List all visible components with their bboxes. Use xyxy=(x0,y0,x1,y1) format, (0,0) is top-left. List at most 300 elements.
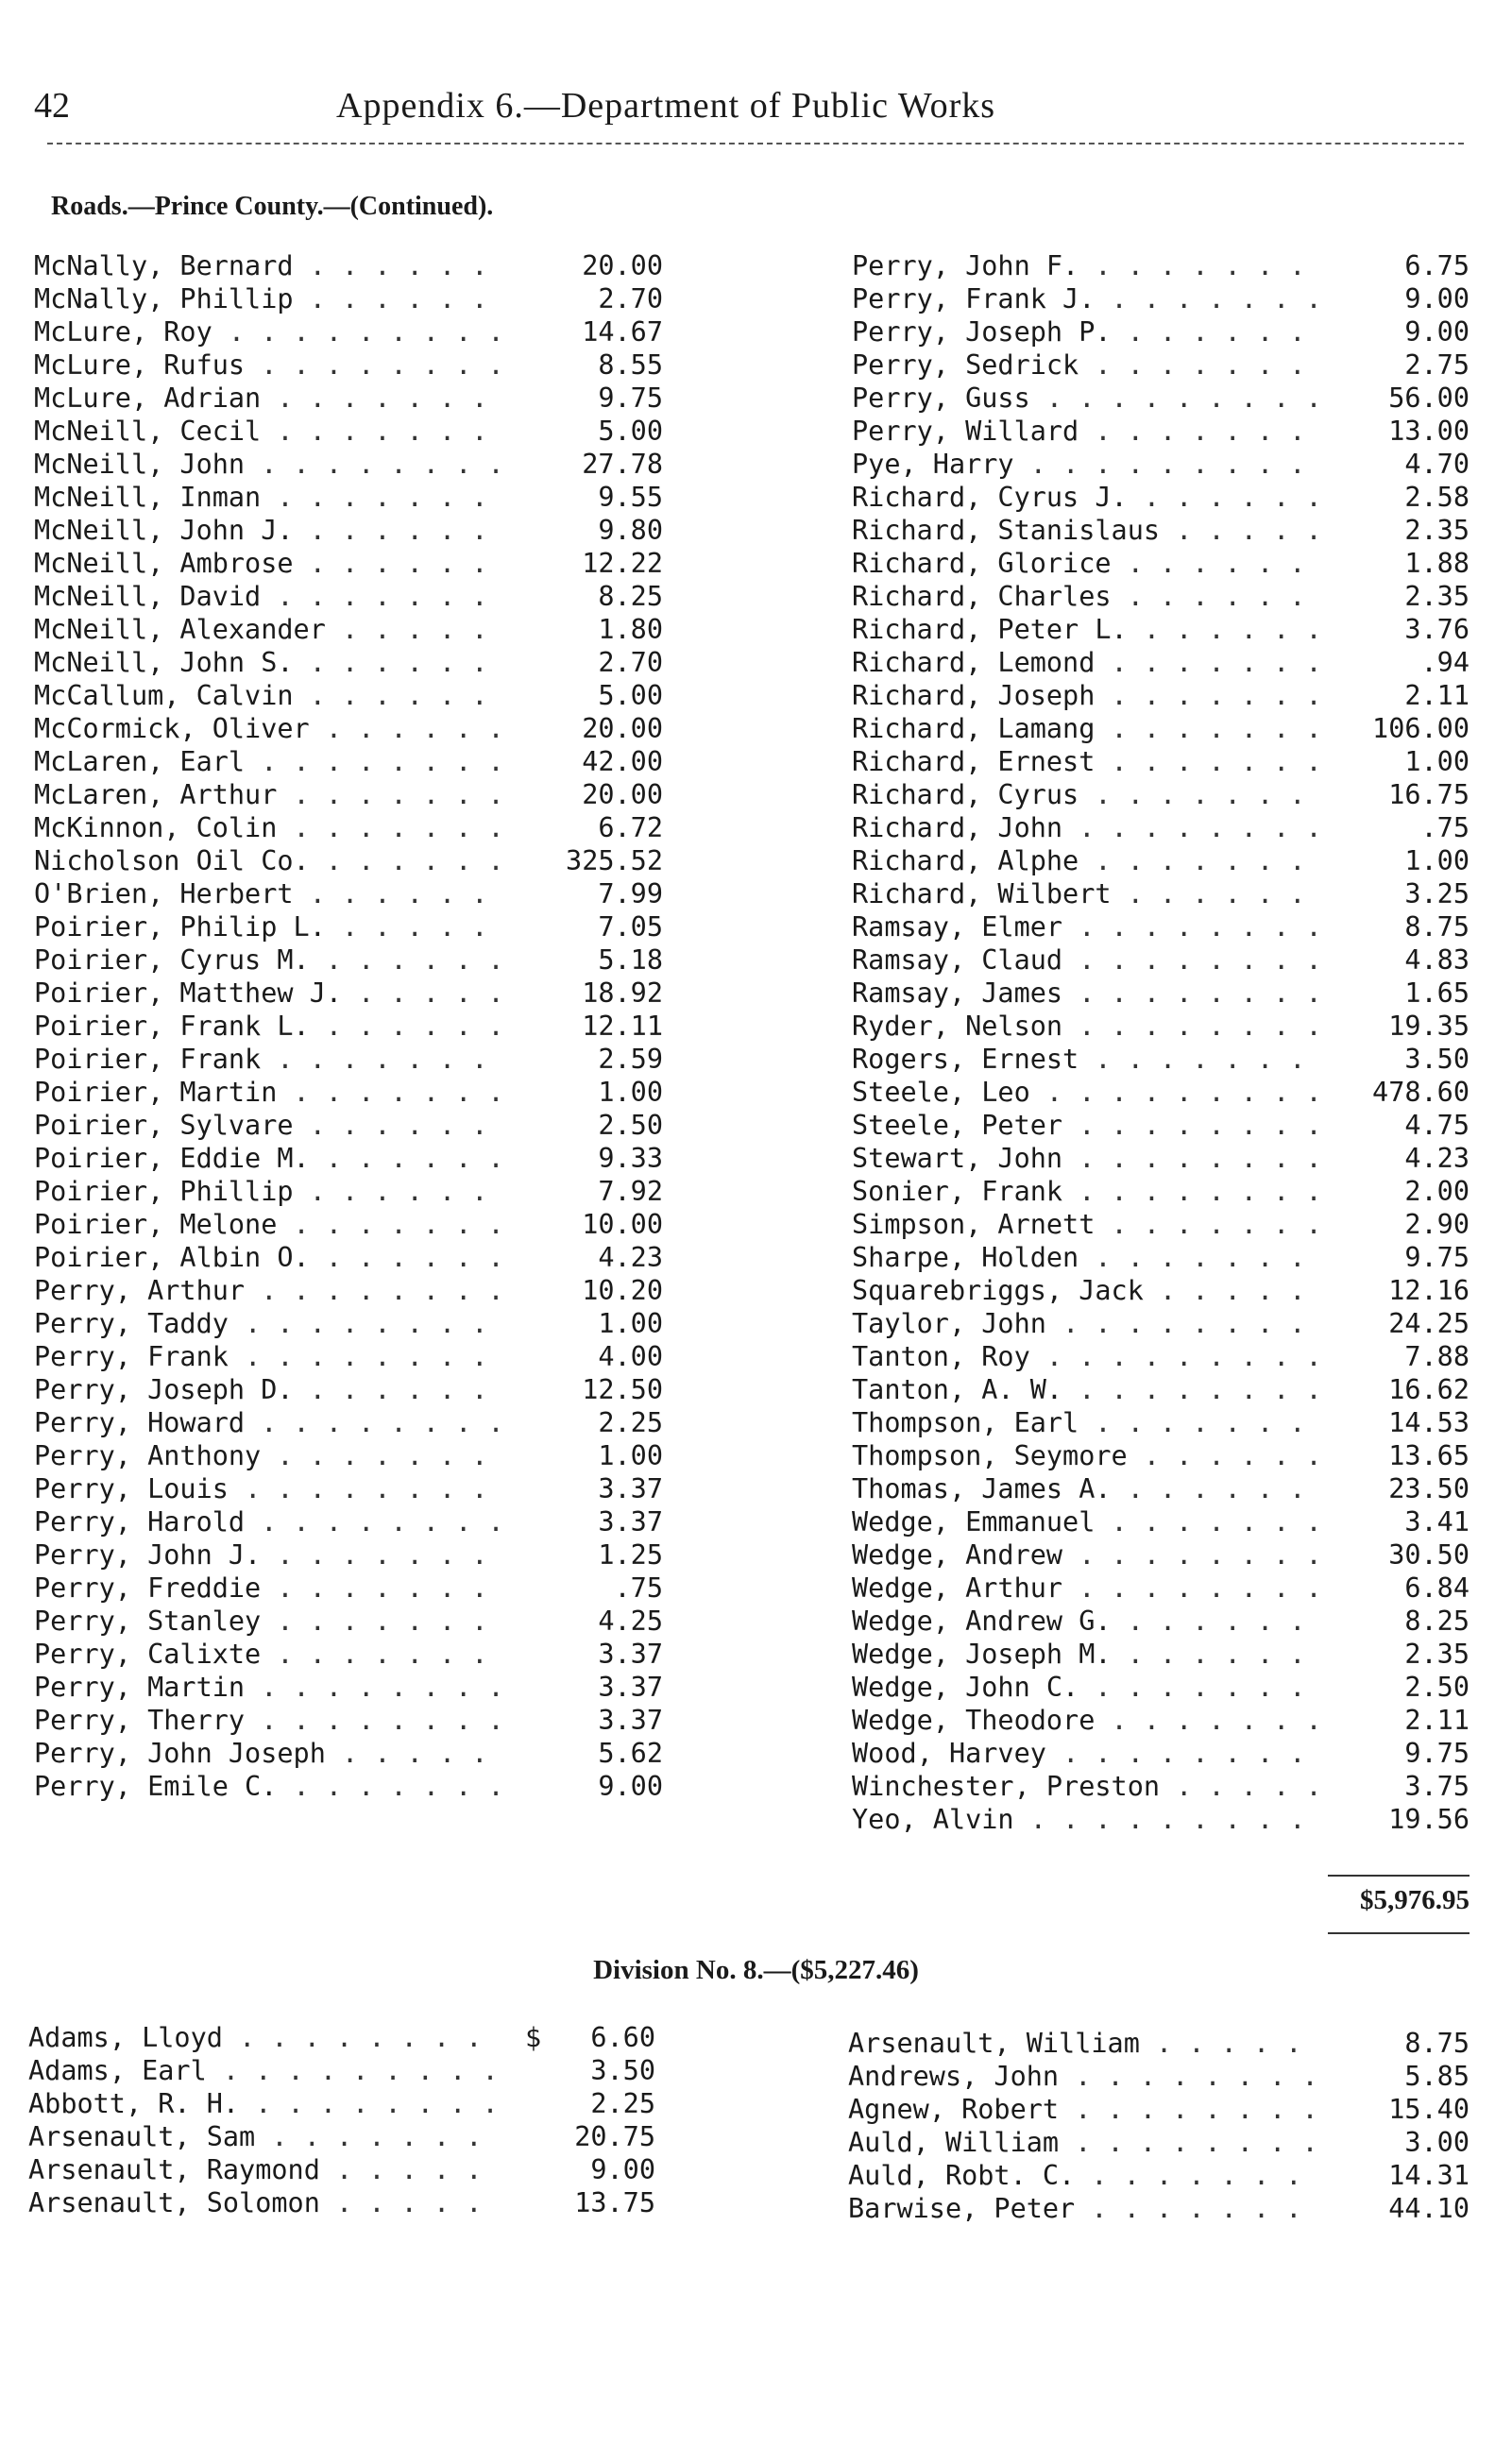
list-item xyxy=(28,2153,655,2186)
entry-name: McNeill, John J. . . . xyxy=(34,514,506,547)
entry-name: Sharpe, Holden . . . xyxy=(852,1241,1324,1274)
entry-amount: 5.85 xyxy=(1404,2061,1470,2092)
entry-name: Simpson, Arnett . . . xyxy=(852,1208,1324,1241)
entry-name: Perry, Harold . . . xyxy=(34,1505,506,1538)
entry-amount: 3.37 xyxy=(598,1473,663,1504)
division-right-column xyxy=(848,2027,1470,2225)
list-item xyxy=(34,745,663,778)
list-item xyxy=(852,547,1470,580)
entry-amount: 5.62 xyxy=(598,1738,663,1769)
list-item xyxy=(34,1638,663,1671)
list-item xyxy=(852,679,1470,712)
entry-amount: 478.60 xyxy=(1372,1077,1470,1108)
right-column xyxy=(852,249,1470,1836)
entry-name: McLure, Adrian . . . xyxy=(34,382,506,415)
entry-amount: 19.56 xyxy=(1388,1804,1470,1835)
entry-name: Perry, John J. . . . xyxy=(34,1538,506,1572)
entry-amount: 2.11 xyxy=(1404,680,1470,711)
entry-name: Richard, John . . . xyxy=(852,811,1324,844)
entry-amount: 3.75 xyxy=(1404,1771,1470,1802)
entry-name: Perry, Sedrick . . . xyxy=(852,348,1324,382)
entry-amount: 2.75 xyxy=(1404,349,1470,381)
list-item xyxy=(34,1572,663,1605)
list-item xyxy=(34,448,663,481)
entry-name: Steele, Leo . . . xyxy=(852,1076,1324,1109)
list-item xyxy=(852,1737,1470,1770)
list-item xyxy=(28,2186,655,2219)
entry-name: Perry, Therry . . . xyxy=(34,1704,506,1737)
list-item xyxy=(34,547,663,580)
entry-name: Wedge, Theodore . . . xyxy=(852,1704,1324,1737)
list-item xyxy=(34,315,663,348)
entry-name: Auld, Robt. C. . . . xyxy=(848,2159,1320,2192)
entry-name: Agnew, Robert . . . xyxy=(848,2093,1320,2126)
entry-name: Yeo, Alvin . . . xyxy=(852,1803,1324,1836)
list-item xyxy=(34,1505,663,1538)
division-left-column xyxy=(28,2021,655,2219)
list-item xyxy=(34,712,663,745)
entry-name: Ramsay, Claud . . . xyxy=(852,943,1324,977)
entry-name: Richard, Lemond . . . xyxy=(852,646,1324,679)
list-item xyxy=(34,646,663,679)
entry-amount: 2.25 xyxy=(590,2088,655,2119)
entry-name: Richard, Lamang . . . xyxy=(852,712,1324,745)
entry-name: Perry, Emile C. . . . xyxy=(34,1770,506,1803)
entry-name: Stewart, John . . . xyxy=(852,1142,1324,1175)
entry-amount: 4.83 xyxy=(1404,944,1470,976)
entry-amount: 2.25 xyxy=(598,1407,663,1438)
entry-amount: 1.00 xyxy=(598,1440,663,1471)
list-item xyxy=(34,282,663,315)
entry-amount: 13.75 xyxy=(574,2187,655,2218)
entry-name: Poirier, Martin . . . xyxy=(34,1076,506,1109)
entry-name: Arsenault, Raymond . . . xyxy=(28,2153,501,2186)
list-item xyxy=(852,1208,1470,1241)
list-item xyxy=(852,1505,1470,1538)
list-item xyxy=(852,249,1470,282)
entry-amount: 9.80 xyxy=(598,515,663,546)
list-item xyxy=(852,580,1470,613)
entry-name: Ramsay, Elmer . . . xyxy=(852,910,1324,943)
entry-amount: 19.35 xyxy=(1388,1011,1470,1042)
entry-amount: 106.00 xyxy=(1372,713,1470,744)
list-item xyxy=(852,778,1470,811)
list-item xyxy=(852,1638,1470,1671)
entry-name: Richard, Stanislaus . . . xyxy=(852,514,1324,547)
entry-amount: 5.00 xyxy=(598,416,663,447)
list-item xyxy=(852,1406,1470,1439)
list-item xyxy=(34,1770,663,1803)
entry-amount: 7.88 xyxy=(1404,1341,1470,1372)
entry-amount: 7.05 xyxy=(598,911,663,943)
entry-amount: 9.00 xyxy=(1404,316,1470,348)
entry-amount: 3.50 xyxy=(590,2055,655,2086)
entry-amount: 9.00 xyxy=(1404,283,1470,314)
list-item xyxy=(34,415,663,448)
entry-name: O'Brien, Herbert . . . xyxy=(34,877,506,910)
list-item xyxy=(848,2093,1470,2126)
entry-name: Sonier, Frank . . . xyxy=(852,1175,1324,1208)
entry-amount: 14.53 xyxy=(1388,1407,1470,1438)
entry-amount: 30.50 xyxy=(1388,1539,1470,1571)
entry-name: McNally, Phillip . . . xyxy=(34,282,506,315)
entry-amount: 20.00 xyxy=(582,779,663,810)
list-item xyxy=(34,1175,663,1208)
entry-name: Perry, Frank J. . . . xyxy=(852,282,1324,315)
section-title: Roads.—Prince County.—(Continued). xyxy=(51,192,494,221)
entry-name: McKinnon, Colin . . . xyxy=(34,811,506,844)
list-item xyxy=(852,282,1470,315)
list-item xyxy=(34,1737,663,1770)
entry-name: Richard, Charles . . . xyxy=(852,580,1324,613)
entry-name: Poirier, Melone . . . xyxy=(34,1208,506,1241)
entry-amount: 325.52 xyxy=(566,845,663,876)
entry-name: Squarebriggs, Jack . . . xyxy=(852,1274,1324,1307)
entry-amount: 14.67 xyxy=(582,316,663,348)
entry-amount: 1.00 xyxy=(1404,845,1470,876)
page-number: 42 xyxy=(34,86,70,126)
entry-amount: 27.78 xyxy=(582,449,663,480)
list-item xyxy=(852,1538,1470,1572)
entry-name: Tanton, Roy . . . xyxy=(852,1340,1324,1373)
list-item xyxy=(852,1770,1470,1803)
entry-amount: 16.75 xyxy=(1388,779,1470,810)
list-item xyxy=(852,811,1470,844)
entry-name: Perry, Stanley . . . xyxy=(34,1605,506,1638)
entry-name: McLure, Roy . . . xyxy=(34,315,506,348)
left-column xyxy=(34,249,663,1803)
entry-name: Richard, Alphe . . . xyxy=(852,844,1324,877)
entry-amount: 2.70 xyxy=(598,283,663,314)
list-item xyxy=(852,613,1470,646)
entry-name: Richard, Ernest . . . xyxy=(852,745,1324,778)
list-item xyxy=(34,1605,663,1638)
entry-amount: 3.00 xyxy=(1404,2127,1470,2158)
list-item xyxy=(852,382,1470,415)
entry-name: McLaren, Arthur . . . xyxy=(34,778,506,811)
entry-amount: 44.10 xyxy=(1388,2193,1470,2224)
entry-amount: 4.23 xyxy=(598,1242,663,1273)
entry-amount: 18.92 xyxy=(582,977,663,1009)
entry-amount: 1.88 xyxy=(1404,548,1470,579)
header-rule xyxy=(47,143,1464,144)
entry-amount: 2.50 xyxy=(598,1110,663,1141)
list-item xyxy=(34,1671,663,1704)
entry-name: Adams, Lloyd . . . xyxy=(28,2021,501,2054)
entry-name: Perry, Arthur . . . xyxy=(34,1274,506,1307)
entry-amount: 12.50 xyxy=(582,1374,663,1405)
list-item xyxy=(852,712,1470,745)
list-item xyxy=(34,1406,663,1439)
entry-name: Adams, Earl . . . xyxy=(28,2054,501,2087)
entry-amount: 9.75 xyxy=(598,382,663,414)
list-item xyxy=(34,943,663,977)
entry-name: Tanton, A. W. . . . xyxy=(852,1373,1324,1406)
list-item xyxy=(848,2027,1470,2060)
list-item xyxy=(34,1076,663,1109)
entry-amount: 8.25 xyxy=(598,581,663,612)
list-item xyxy=(852,745,1470,778)
list-item xyxy=(852,977,1470,1010)
list-item xyxy=(34,1439,663,1472)
entry-amount: 10.20 xyxy=(582,1275,663,1306)
entry-name: Arsenault, William . . . xyxy=(848,2027,1320,2060)
entry-name: McNeill, John . . . xyxy=(34,448,506,481)
list-item xyxy=(852,1472,1470,1505)
total-rule-bottom xyxy=(1328,1932,1470,1934)
entry-name: Perry, Frank . . . xyxy=(34,1340,506,1373)
list-item xyxy=(34,382,663,415)
entry-amount: 1.80 xyxy=(598,614,663,645)
entry-name: Ramsay, James . . . xyxy=(852,977,1324,1010)
entry-name: McNeill, David . . . xyxy=(34,580,506,613)
page-header xyxy=(34,81,1470,138)
list-item xyxy=(34,977,663,1010)
list-item xyxy=(34,1307,663,1340)
entry-name: McNeill, Inman . . . xyxy=(34,481,506,514)
entry-amount: 2.58 xyxy=(1404,482,1470,513)
entry-name: McLaren, Earl . . . xyxy=(34,745,506,778)
entry-amount: 9.00 xyxy=(598,1771,663,1802)
entry-name: McNeill, Ambrose . . . xyxy=(34,547,506,580)
entry-name: McNeill, Cecil . . . xyxy=(34,415,506,448)
list-item xyxy=(852,1373,1470,1406)
list-item xyxy=(34,613,663,646)
entry-name: Pye, Harry . . . xyxy=(852,448,1324,481)
entry-amount: .75 xyxy=(614,1572,663,1604)
entry-amount: 2.59 xyxy=(598,1044,663,1075)
entry-name: Thomas, James A. . . . xyxy=(852,1472,1324,1505)
entry-amount: 7.99 xyxy=(598,878,663,909)
list-item xyxy=(34,778,663,811)
entry-name: Nicholson Oil Co. . . . xyxy=(34,844,506,877)
entry-name: McLure, Rufus . . . xyxy=(34,348,506,382)
dollar-sign: $ xyxy=(525,2022,542,2053)
entry-name: Perry, Martin . . . xyxy=(34,1671,506,1704)
entry-amount: 13.65 xyxy=(1388,1440,1470,1471)
entry-amount: 2.90 xyxy=(1404,1209,1470,1240)
entry-name: Arsenault, Solomon . . . xyxy=(28,2186,501,2219)
entry-amount: 3.37 xyxy=(598,1672,663,1703)
entry-name: Perry, John Joseph . . . xyxy=(34,1737,506,1770)
list-item xyxy=(34,249,663,282)
entry-amount: 9.75 xyxy=(1404,1242,1470,1273)
entry-amount: 24.25 xyxy=(1388,1308,1470,1339)
list-item xyxy=(34,1043,663,1076)
entry-name: Richard, Cyrus . . . xyxy=(852,778,1324,811)
entry-name: Wedge, Emmanuel . . . xyxy=(852,1505,1324,1538)
entry-name: Wedge, John C. . . . xyxy=(852,1671,1324,1704)
entry-name: Perry, Freddie . . . xyxy=(34,1572,506,1605)
list-item xyxy=(852,1010,1470,1043)
entry-amount: 2.50 xyxy=(1404,1672,1470,1703)
entry-name: Perry, Taddy . . . xyxy=(34,1307,506,1340)
entry-amount: 1.00 xyxy=(1404,746,1470,777)
entry-amount: 6.72 xyxy=(598,812,663,843)
entry-amount: 12.22 xyxy=(582,548,663,579)
entry-amount: 2.35 xyxy=(1404,1639,1470,1670)
list-item xyxy=(28,2120,655,2153)
list-item xyxy=(852,1241,1470,1274)
list-item xyxy=(34,679,663,712)
list-item xyxy=(34,811,663,844)
entry-amount: 3.41 xyxy=(1404,1506,1470,1538)
entry-name: Perry, Anthony . . . xyxy=(34,1439,506,1472)
list-item xyxy=(848,2192,1470,2225)
list-item xyxy=(852,1307,1470,1340)
entry-name: Arsenault, Sam . . . xyxy=(28,2120,501,2153)
entry-name: Abbott, R. H. . . . xyxy=(28,2087,501,2120)
entry-name: Perry, John F. . . . xyxy=(852,249,1324,282)
list-item xyxy=(28,2087,655,2120)
entry-amount: 2.35 xyxy=(1404,515,1470,546)
entry-name: Poirier, Phillip . . . xyxy=(34,1175,506,1208)
entry-amount: 10.00 xyxy=(582,1209,663,1240)
list-item xyxy=(34,1208,663,1241)
entry-name: McNeill, Alexander . . . xyxy=(34,613,506,646)
entry-name: Barwise, Peter . . . xyxy=(848,2192,1320,2225)
entry-amount: 2.00 xyxy=(1404,1176,1470,1207)
entry-name: Perry, Howard . . . xyxy=(34,1406,506,1439)
column-total: $5,976.95 xyxy=(1360,1885,1470,1915)
entry-name: Thompson, Seymore . . . xyxy=(852,1439,1324,1472)
list-item xyxy=(852,1671,1470,1704)
entry-amount: 7.92 xyxy=(598,1176,663,1207)
list-item xyxy=(34,1373,663,1406)
entry-amount: 9.33 xyxy=(598,1143,663,1174)
entry-amount: 1.00 xyxy=(598,1308,663,1339)
entry-amount: 1.65 xyxy=(1404,977,1470,1009)
list-item xyxy=(852,1803,1470,1836)
list-item xyxy=(852,1340,1470,1373)
list-item xyxy=(34,1704,663,1737)
entry-amount: 15.40 xyxy=(1388,2094,1470,2125)
list-item xyxy=(852,1274,1470,1307)
entry-amount: 8.75 xyxy=(1404,911,1470,943)
entry-amount: 16.62 xyxy=(1388,1374,1470,1405)
entry-amount: 42.00 xyxy=(582,746,663,777)
list-item xyxy=(852,514,1470,547)
list-item xyxy=(852,646,1470,679)
list-item xyxy=(34,1109,663,1142)
entry-name: Wedge, Andrew G. . . . xyxy=(852,1605,1324,1638)
list-item xyxy=(848,2060,1470,2093)
entry-amount: 4.75 xyxy=(1404,1110,1470,1141)
entry-name: McCormick, Oliver . . . xyxy=(34,712,506,745)
entry-name: Poirier, Sylvare . . . xyxy=(34,1109,506,1142)
list-item xyxy=(848,2126,1470,2159)
entry-name: Poirier, Cyrus M. . . . xyxy=(34,943,506,977)
division-title: Division No. 8.—($5,227.46) xyxy=(593,1955,919,1985)
entry-name: Perry, Joseph D. . . . xyxy=(34,1373,506,1406)
entry-name: Thompson, Earl . . . xyxy=(852,1406,1324,1439)
entry-name: Poirier, Philip L. . . . xyxy=(34,910,506,943)
entry-amount: 12.11 xyxy=(582,1011,663,1042)
entry-name: Richard, Joseph . . . xyxy=(852,679,1324,712)
entry-amount: 20.75 xyxy=(574,2121,655,2152)
list-item xyxy=(852,1142,1470,1175)
list-item xyxy=(34,580,663,613)
list-item xyxy=(852,348,1470,382)
entry-amount: 3.37 xyxy=(598,1639,663,1670)
entry-amount: 13.00 xyxy=(1388,416,1470,447)
entry-name: Poirier, Matthew J. . . . xyxy=(34,977,506,1010)
entry-name: Perry, Louis . . . xyxy=(34,1472,506,1505)
list-item xyxy=(34,1010,663,1043)
list-item xyxy=(852,1605,1470,1638)
entry-name: Poirier, Eddie M. . . . xyxy=(34,1142,506,1175)
list-item xyxy=(852,1704,1470,1737)
entry-amount: 23.50 xyxy=(1388,1473,1470,1504)
entry-amount: 1.00 xyxy=(598,1077,663,1108)
entry-name: McCallum, Calvin . . . xyxy=(34,679,506,712)
total-rule-top xyxy=(1328,1875,1470,1877)
list-item xyxy=(852,481,1470,514)
entry-amount: 4.23 xyxy=(1404,1143,1470,1174)
list-item xyxy=(852,1076,1470,1109)
entry-amount: 3.50 xyxy=(1404,1044,1470,1075)
entry-amount: 3.37 xyxy=(598,1506,663,1538)
entry-name: Steele, Peter . . . xyxy=(852,1109,1324,1142)
entry-name: Wedge, Arthur . . . xyxy=(852,1572,1324,1605)
list-item xyxy=(34,514,663,547)
list-item xyxy=(28,2054,655,2087)
entry-name: Richard, Glorice . . . xyxy=(852,547,1324,580)
entry-name: Taylor, John . . . xyxy=(852,1307,1324,1340)
list-item xyxy=(34,1538,663,1572)
entry-name: Auld, William . . . xyxy=(848,2126,1320,2159)
list-item xyxy=(34,1472,663,1505)
list-item xyxy=(852,1109,1470,1142)
list-item xyxy=(34,877,663,910)
entry-amount: 6.75 xyxy=(1404,250,1470,281)
list-item xyxy=(852,315,1470,348)
entry-amount: 6.60 xyxy=(590,2022,655,2053)
entry-amount: 4.70 xyxy=(1404,449,1470,480)
entry-amount: 5.18 xyxy=(598,944,663,976)
entry-name: Richard, Peter L. . . . xyxy=(852,613,1324,646)
entry-amount: 3.25 xyxy=(1404,878,1470,909)
list-item xyxy=(34,348,663,382)
entry-name: Perry, Calixte . . . xyxy=(34,1638,506,1671)
entry-name: Poirier, Frank . . . xyxy=(34,1043,506,1076)
entry-name: Perry, Willard . . . xyxy=(852,415,1324,448)
entry-amount: 20.00 xyxy=(582,250,663,281)
entry-amount: 4.25 xyxy=(598,1606,663,1637)
entry-amount: 2.70 xyxy=(598,647,663,678)
entry-amount: 9.55 xyxy=(598,482,663,513)
entry-amount: 56.00 xyxy=(1388,382,1470,414)
entry-amount: 8.75 xyxy=(1404,2028,1470,2059)
entry-amount: 2.35 xyxy=(1404,581,1470,612)
entry-amount: .94 xyxy=(1420,647,1470,678)
list-item xyxy=(28,2021,655,2054)
page-title: Appendix 6.—Department of Public Works xyxy=(336,86,996,126)
list-item xyxy=(852,1175,1470,1208)
list-item xyxy=(34,910,663,943)
entry-name: Ryder, Nelson . . . xyxy=(852,1010,1324,1043)
entry-name: Poirier, Albin O. . . . xyxy=(34,1241,506,1274)
entry-name: McNally, Bernard . . . xyxy=(34,249,506,282)
entry-name: Andrews, John . . . xyxy=(848,2060,1320,2093)
entry-name: Perry, Joseph P. . . . xyxy=(852,315,1324,348)
list-item xyxy=(852,910,1470,943)
entry-amount: 4.00 xyxy=(598,1341,663,1372)
entry-amount: 9.00 xyxy=(590,2154,655,2185)
list-item xyxy=(852,877,1470,910)
entry-amount: 8.25 xyxy=(1404,1606,1470,1637)
entry-name: Winchester, Preston . . . xyxy=(852,1770,1324,1803)
